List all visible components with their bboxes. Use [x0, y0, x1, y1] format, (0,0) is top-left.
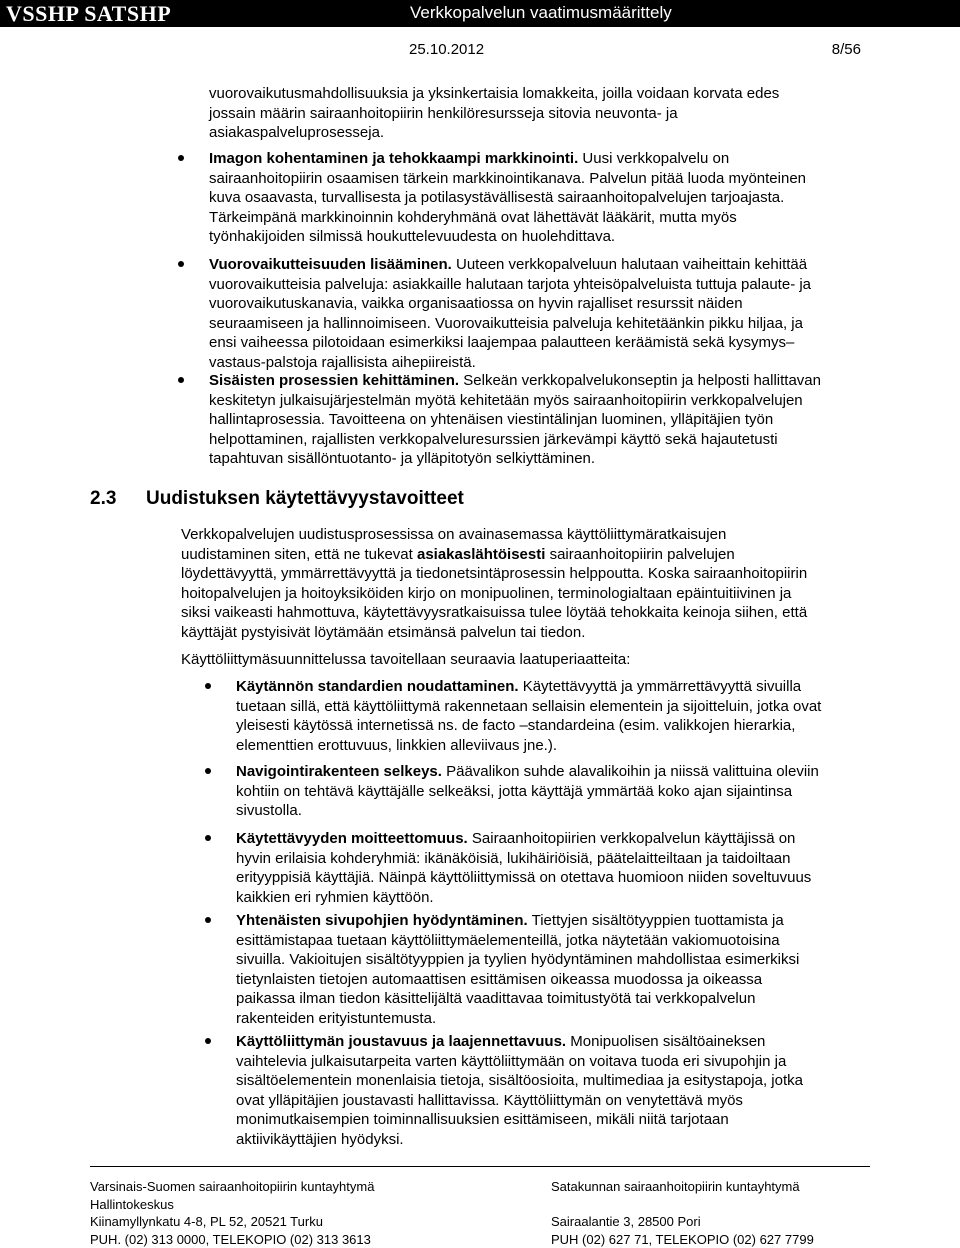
text-line: vuorovaikutusmahdollisuuksia ja yksinkertaisia lomakkeita, joilla voidaan korvata edes: [209, 84, 779, 104]
footer-left-address: [90, 1178, 374, 1248]
footer-line: Hallintokeskus: [90, 1196, 374, 1214]
text-line: kuva osaavasta, turvallisesta ja potilasystävällisestä sairaanhoitopalvelujen tarjoajasta.: [209, 188, 806, 208]
text-line: Päävalikon suhde alavalikoihin ja niissä valittuina oleviin: [442, 763, 819, 780]
text-line: tuetaan sillä, että käyttöliittymä rakennetaan sellaisin elementein ja sijoitteluin, jotka ovat: [236, 697, 821, 717]
text-line: sisältöelementein monenlaisia tietoja, sisältöosioita, multimediaa ja esitystapoja, jotka: [236, 1071, 803, 1091]
text-line: Sairaanhoitopiirien verkkopalvelun käyttäjissä on: [468, 830, 796, 847]
text-line: vastaus-palstoja rajallisista aihepiireistä.: [209, 353, 811, 373]
footer-right-address: [551, 1178, 814, 1248]
text-line: kaikkien eri ryhmien käyttöön.: [236, 888, 811, 908]
text-line: sivuilla. Vakioitujen sisältötyyppien ja tyylien hyödyntäminen mahdollistaa esimerkiksi: [236, 950, 799, 970]
text-line: työnhakijoiden silmissä houkuttelevuudesta on huolehdittava.: [209, 227, 806, 247]
section-heading: [90, 488, 464, 510]
section-number: 2.3: [90, 488, 146, 510]
text-line: Monipuolisen sisältöaineksen: [566, 1033, 765, 1050]
list-item: [236, 1032, 803, 1149]
bullet-icon: [205, 768, 211, 774]
bullet-icon: [205, 835, 211, 841]
list-item: [209, 149, 806, 247]
text-segment: uudistaminen siten, että ne tukevat: [181, 546, 417, 563]
item-title: Käytännön standardien noudattaminen.: [236, 678, 519, 695]
text-line: Uusi verkkopalvelu on: [578, 150, 729, 167]
text-line: vuorovaikutteisia palveluja: asiakkaille halutaan tarjota yhteisöpalveluista tuttuja palaute- ja: [209, 275, 811, 295]
text-line: sairaanhoitopiirin osaamisen tärkein markkinointikanava. Palvelun pitää luoda myönteinen: [209, 169, 806, 189]
organization-logo: VSSHP SATSHP: [6, 1, 171, 27]
list-item: [236, 829, 811, 907]
text-line: keskitetyn julkaisujärjestelmän myötä kehitetään myös sairaanhoitopiirin verkkopalvelujen: [209, 391, 821, 411]
item-title: Navigointirakenteen selkeys.: [236, 763, 442, 780]
text-line: käyttäjät pystyisivät löytämään etsimänsä palvelun tai tiedon.: [181, 623, 807, 643]
emphasis-text: asiakaslähtöisesti: [417, 546, 545, 563]
paragraph: [181, 650, 630, 670]
intro-continuation: [209, 84, 779, 143]
text-line: Käyttöliittymäsuunnittelussa tavoitellaan seuraavia laatuperiaatteita:: [181, 650, 630, 670]
list-item: [236, 911, 799, 1028]
text-line: tietynlaisten tietojen automaattisen esittämisen oikeassa muodossa ja oikeassa: [236, 970, 799, 990]
text-line: Verkkopalvelujen uudistusprosessissa on avainasemassa käyttöliittymäratkaisujen: [181, 525, 807, 545]
text-line: elementtien erottuvuus, linkkien alleviivaus jne.).: [236, 736, 821, 756]
list-item: [209, 255, 811, 372]
item-title: Käytettävyyden moitteettomuus.: [236, 830, 468, 847]
text-line: ensi vaiheessa pilotoidaan esimerkiksi laajempaa palautteen keräämistä sekä kysymys–: [209, 333, 811, 353]
text-line: asiakaspalveluprosesseja.: [209, 123, 779, 143]
text-line: vaihtelevia julkaisutarpeita varten käyttöliittymään on voitava tuoda eri sivupohjin ja: [236, 1052, 803, 1072]
text-line: erityyppisiä käyttäjiä. Näinpä käyttöliittymissä on otettava huomioon niiden soveltuvuus: [236, 868, 811, 888]
text-line: paikassa ilman tiedon käsittelijältä vaadittavaa toimitustyötä tai verkkopalvelun: [236, 989, 799, 1009]
text-line: helpottaminen, rajallisten verkkopalveluresurssien järkevämpi käyttö sekä hajautetusti: [209, 430, 821, 450]
bullet-icon: [178, 261, 184, 267]
footer-line: Varsinais-Suomen sairaanhoitopiirin kuntayhtymä: [90, 1178, 374, 1196]
footer-line: Kiinamyllynkatu 4-8, PL 52, 20521 Turku: [90, 1213, 374, 1231]
bullet-icon: [178, 377, 184, 383]
text-line: hyvin erilaisia kohderyhmiä: ikänäköisiä, lukihäiriöisiä, päätelaitteiltaan ja taidoiltaan: [236, 849, 811, 869]
list-item: [236, 677, 821, 755]
text-line: jossain määrin sairaanhoitopiirin henkilöresursseja sitovia neuvonta- ja: [209, 104, 779, 124]
document-date: 25.10.2012: [409, 41, 484, 58]
text-line: hoitopalvelujen ja hoitoyksiköiden kirjo on monipuolinen, terminologialtaan epäintuitiivinen ja: [181, 584, 807, 604]
text-line: hallintaprosessia. Tavoitteena on yhtenäisen viestintälinjan luominen, ylläpitäjien työn: [209, 410, 821, 430]
text-line: kohtiin on tehtävä käyttäjälle selkeäksi, jotta käyttäjä ymmärtää koko ajan sijaintinsa: [236, 782, 819, 802]
item-title: Sisäisten prosessien kehittäminen.: [209, 372, 459, 389]
bullet-icon: [178, 155, 184, 161]
page-header: [0, 0, 960, 27]
page-number: 8/56: [832, 41, 861, 58]
text-line: seuraamiseen ja hallinnoimiseen. Vuorovaikutteisia palveluja kehitetäänkin pikku hiljaa, ja: [209, 314, 811, 334]
text-line: monimutkaisempien toiminnallisuuksien esittämiseen, mikäli niitä tarjotaan: [236, 1110, 803, 1130]
text-line: Tärkeimpänä markkinoinnin kohderyhmänä ovat lähettävät lääkärit, mutta myös: [209, 208, 806, 228]
text-line: Tiettyjen sisältötyyppien tuottamista ja: [528, 912, 784, 929]
bullet-icon: [205, 1038, 211, 1044]
text-line: ovat ylläpitäjien joustavasti hallittavissa. Käyttöliittymän on venytettävä myös: [236, 1091, 803, 1111]
text-line: Selkeän verkkopalvelukonseptin ja helposti hallittavan: [459, 372, 821, 389]
text-line: Uuteen verkkopalveluun halutaan vaiheittain kehittää: [452, 256, 807, 273]
text-line: vuorovaikutuskanavia, vaikka organisaatiossa on hyvin rajalliset resurssit näiden: [209, 294, 811, 314]
text-line: siksi vaikeasti hahmottuva, käytettävyysratkaisuissa tulee löytää tehokkaita keinoja siihen, että: [181, 603, 807, 623]
text-line: aktiivikäyttäjien hyödyksi.: [236, 1130, 803, 1150]
text-line: Käytettävyyttä ja ymmärrettävyyttä sivuilla: [519, 678, 802, 695]
footer-line: Satakunnan sairaanhoitopiirin kuntayhtymä: [551, 1178, 814, 1196]
item-title: Käyttöliittymän joustavuus ja laajennettavuus.: [236, 1033, 566, 1050]
document-title: Verkkopalvelun vaatimusmäärittely: [410, 3, 672, 23]
text-line: esittämistapaa tuetaan käyttöliittymäelementeillä, jotka näytetään vakiomuotoisina: [236, 931, 799, 951]
text-line: yleisesti käytössä internetissä ns. de facto –standardeina (esim. valikkojen hierarkia,: [236, 716, 821, 736]
footer-line: PUH (02) 627 71, TELEKOPIO (02) 627 7799: [551, 1231, 814, 1248]
paragraph: [181, 525, 807, 642]
footer-divider: [90, 1166, 870, 1167]
item-title: Vuorovaikutteisuuden lisääminen.: [209, 256, 452, 273]
text-line: sivustolla.: [236, 801, 819, 821]
text-line: rakenteiden erityistuntemusta.: [236, 1009, 799, 1029]
list-item: [209, 371, 821, 469]
text-line: tapahtuvan sisällöntuotanto- ja ylläpitotyön selkiyttäminen.: [209, 449, 821, 469]
text-line: löydettävyyttä, ymmärrettävyyttä ja tiedonetsintäprosessin helppoutta. Koska sairaanhoitopiirin: [181, 564, 807, 584]
bullet-icon: [205, 917, 211, 923]
list-item: [236, 762, 819, 821]
item-title: Imagon kohentaminen ja tehokkaampi markkinointi.: [209, 150, 578, 167]
footer-line: Sairaalantie 3, 28500 Pori: [551, 1213, 814, 1231]
bullet-icon: [205, 683, 211, 689]
text-segment: sairaanhoitopiirin palvelujen: [545, 546, 734, 563]
footer-spacer: [551, 1196, 814, 1214]
item-title: Yhtenäisten sivupohjien hyödyntäminen.: [236, 912, 528, 929]
section-title: Uudistuksen käytettävyystavoitteet: [146, 488, 464, 509]
footer-line: PUH. (02) 313 0000, TELEKOPIO (02) 313 3613: [90, 1231, 374, 1248]
